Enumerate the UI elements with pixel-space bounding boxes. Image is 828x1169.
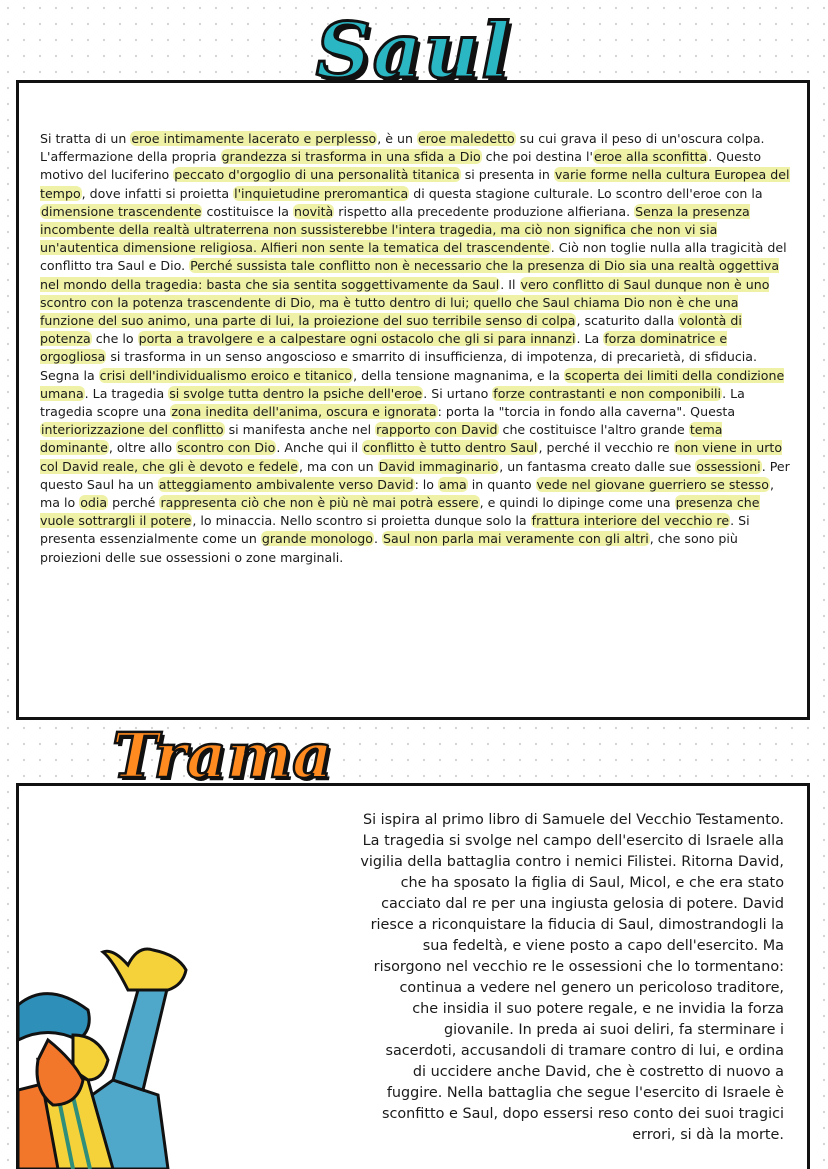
highlighted-text: dimensione trascendente	[41, 203, 202, 219]
highlighted-text: vede nel giovane guerriero se stesso	[536, 476, 769, 492]
highlighted-text: frattura interiore del vecchio re	[531, 513, 730, 529]
paragraph-text: rispetto alla precedente produzione alfieriana.	[334, 203, 635, 219]
paragraph-text: : porta la "torcia in fondo alla caverna". Questa	[437, 404, 736, 420]
paragraph-text: . La	[576, 331, 604, 347]
highlighted-text: tema dominante	[40, 422, 723, 456]
paragraph-text: si trasforma in un senso angoscioso e smarrito di insufficienza, di impotenza, di precarietà, di sfiducia. Segna la	[40, 349, 757, 383]
highlighted-text: varie forme nella cultura Europea del tempo	[40, 167, 790, 201]
highlighted-text: eroe maledetto	[418, 131, 515, 146]
paragraph-text: . Si urtano	[423, 385, 493, 401]
trama-line: errori, si dà la morte.	[632, 1127, 784, 1143]
highlighted-text: rappresenta ciò che non è più nè mai potrà essere	[160, 495, 479, 511]
paragraph-text: . Questo motivo del luciferino	[40, 149, 762, 183]
paragraph-text: , è un	[377, 131, 417, 146]
highlighted-text: David immaginario	[378, 458, 499, 474]
highlighted-text: odia	[80, 495, 108, 511]
highlighted-text: interiorizzazione del conflitto	[41, 422, 224, 438]
paragraph-text: . Anche qui il	[276, 440, 363, 456]
highlighted-text: conflitto è tutto dentro Saul	[363, 440, 538, 456]
highlighted-text: eroe intimamente lacerato e perplesso	[131, 131, 377, 146]
paragraph-text: , perché il vecchio re	[538, 440, 674, 456]
paragraph-text: costituisce la	[202, 203, 293, 219]
saul-paragraph	[40, 130, 792, 567]
paragraph-text: che lo	[91, 331, 138, 347]
trama-line: continua a vedere nel genero un pericoloso traditore,	[399, 980, 784, 996]
paragraph-text: si manifesta anche nel	[224, 422, 376, 438]
paragraph-text: .	[374, 531, 383, 547]
paragraph-text: . Ciò non toglie nulla alla tragicità del conflitto tra Saul e Dio.	[40, 240, 787, 274]
highlighted-text: peccato d'orgoglio di una personalità titanica	[174, 167, 460, 183]
paragraph-text: di questa stagione culturale. Lo scontro dell'eroe con la	[409, 185, 763, 201]
highlighted-text: vero conflitto di Saul dunque non è uno scontro con la potenza trascendente di Dio, ma è tutto dentro di lui; quello che Saul chiama Dio non è che una funzione del suo animo, una parte di lui, la proiezione del suo terribile senso di colpa	[40, 276, 770, 329]
paragraph-text: , lo minaccia. Nello scontro si proietta dunque solo la	[192, 513, 531, 529]
highlighted-text: grandezza si trasforma in una sfida a Dio	[221, 149, 481, 165]
highlighted-text: scontro con Dio	[177, 440, 276, 456]
highlighted-text: Saul non parla mai veramente con gli altri	[383, 531, 649, 547]
paragraph-text: , scaturito dalla	[576, 313, 679, 329]
paragraph-text: , della tensione magnanima, e la	[353, 367, 564, 383]
highlighted-text: crisi dell'individualismo eroico e titanico	[99, 367, 353, 383]
highlighted-text: rapporto con David	[376, 422, 498, 438]
paragraph-text: , un fantasma creato dalle sue	[499, 458, 696, 474]
saul-figure-illustration	[18, 930, 218, 1169]
trama-line: vigilia della battaglia contro i nemici Filistei. Ritorna David,	[360, 854, 784, 870]
trama-line: sua fedeltà, e viene posto a capo dell'esercito. Ma	[422, 938, 784, 954]
paragraph-text: : lo	[414, 476, 439, 492]
highlighted-text: eroe alla sconfitta	[593, 149, 708, 165]
trama-line: sacerdoti, accusandoli di tramare contro di lui, e ordina	[385, 1043, 784, 1059]
trama-line: giovanile. In preda ai suoi deliri, fa sterminare i	[444, 1022, 784, 1038]
trama-title: Trama	[112, 719, 333, 792]
highlighted-text: novità	[293, 203, 334, 219]
highlighted-text: grande monologo	[261, 531, 374, 547]
paragraph-text: Si tratta di un	[40, 131, 131, 146]
paragraph-text: , oltre allo	[108, 440, 177, 456]
paragraph-text: , ma con un	[299, 458, 378, 474]
paragraph-text: su cui grava il peso di un'oscura colpa. L'affermazione della propria	[40, 131, 765, 165]
highlighted-text: ossessioni	[696, 458, 761, 474]
trama-line: che insidia il suo potere regale, e ne invidia la forza	[412, 1001, 784, 1017]
paragraph-text: , ma lo	[40, 476, 774, 511]
highlighted-text: ama	[439, 476, 467, 492]
paragraph-text: , che sono più proiezioni delle sue ossessioni o zone marginali.	[40, 531, 738, 565]
trama-line: fuggire. Nella battaglia che segue l'esercito di Israele è	[386, 1085, 784, 1101]
trama-line: di uccidere anche David, che è costretto di nuovo a	[412, 1064, 784, 1080]
highlighted-text: forza dominatrice e orgogliosa	[40, 331, 728, 365]
highlighted-text: Perché sussista tale conflitto non è necessario che la presenza di Dio sia una realtà oggettiva nel mondo della tragedia: basta che sia sentita soggettivamente da Saul	[40, 258, 780, 292]
trama-line: Si ispira al primo libro di Samuele del Vecchio Testamento.	[362, 812, 784, 828]
paragraph-text: . Il	[500, 276, 520, 292]
highlighted-text: atteggiamento ambivalente verso David	[158, 476, 414, 492]
highlighted-text: non viene in urto col David reale, che gli è devoto e fedele	[40, 440, 783, 474]
paragraph-text: si presenta in	[460, 167, 554, 183]
trama-line: riesce a riconquistare la fiducia di Saul, dimostrandogli la	[370, 917, 784, 933]
highlighted-text: zona inedita dell'anima, oscura e ignorata	[171, 404, 437, 420]
highlighted-text: Senza la presenza incombente della realtà ultraterrena non sussisterebbe l'intera tragedia, ma ciò non significa che non vi sia un'autentica dimensione religiosa. Alfieri non sente la tematica del trascendente	[40, 203, 750, 256]
highlighted-text: volontà di potenza	[40, 313, 742, 347]
paragraph-text: perché	[108, 495, 160, 511]
paragraph-text: in quanto	[467, 476, 536, 492]
highlighted-text: si svolge tutta dentro la psiche dell'eroe	[169, 385, 423, 401]
paragraph-text: . Si presenta essenzialmente come un	[40, 513, 750, 547]
paragraph-text: . Per questo Saul ha un	[40, 458, 790, 492]
trama-line: che ha sposato la figlia di Saul, Micol, e che era stato	[400, 875, 784, 891]
paragraph-text: . La tragedia	[84, 385, 169, 401]
paragraph-text: che poi destina l'	[481, 149, 593, 165]
trama-line: risorgono nel vecchio re le ossessioni che lo tormentano:	[373, 959, 784, 975]
paragraph-text: , dove infatti si proietta	[81, 185, 234, 201]
paragraph-text: che costituisce l'altro grande	[498, 422, 689, 438]
trama-line: sconfitto e Saul, dopo essersi reso conto dei suoi tragici	[381, 1106, 784, 1122]
highlighted-text: l'inquietudine preromantica	[234, 185, 409, 201]
highlighted-text: forze contrastanti e non componibili	[493, 385, 722, 401]
paragraph-text: . La tragedia scopre una	[40, 385, 745, 420]
trama-paragraph	[266, 810, 784, 1146]
highlighted-text: scoperta dei limiti della condizione umana	[40, 367, 785, 401]
highlighted-text: porta a travolgere e a calpestare ogni ostacolo che gli si para innanzi	[138, 331, 576, 347]
trama-line: cacciato dal re per una ingiusta gelosia di potere. David	[381, 896, 784, 912]
highlighted-text: presenza che vuole sottrargli il potere	[40, 495, 760, 529]
paragraph-text: , e quindi lo dipinge come una	[479, 495, 675, 511]
saul-title: Saul	[315, 6, 513, 95]
trama-line: La tragedia si svolge nel campo dell'esercito di Israele alla	[362, 833, 784, 849]
